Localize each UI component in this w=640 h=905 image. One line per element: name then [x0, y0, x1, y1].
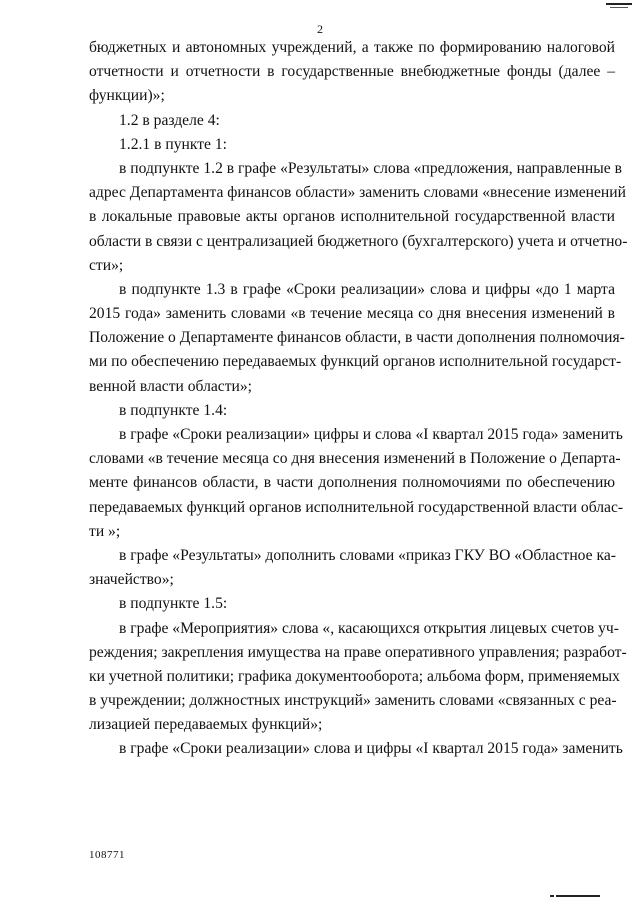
text-line: 2015 года» заменить словами «в течение месяца со дня внесения изменений в: [89, 305, 615, 323]
text-line: словами «в течение месяца со дня внесения изменений в Положение о Департа-: [89, 450, 621, 468]
text-line: ки учетной политики; графика документооборота; альбома форм, применяемых: [89, 667, 620, 685]
text-line: отчетности и отчетности в государственные внебюджетные фонды (далее –: [89, 63, 615, 81]
text-line: в подпункте 1.5:: [119, 595, 228, 613]
text-line: функции)»;: [89, 87, 165, 105]
text-line: реждения; закрепления имущества на праве оперативного управления; разработ-: [89, 643, 627, 661]
text-line: в графе «Сроки реализации» слова и цифры «I квартал 2015 года» заменить: [119, 740, 623, 758]
text-line: значейство»;: [89, 571, 174, 589]
text-line: в графе «Сроки реализации» цифры и слова «I квартал 2015 года» заменить: [119, 426, 623, 443]
text-line: области в связи с централизацией бюджетного (бухгалтерского) учета и отчетно-: [89, 232, 628, 250]
text-line: в учреждении; должностных инструкций» заменить словами «связанных с реа-: [89, 692, 617, 710]
text-line: 1.2 в разделе 4:: [119, 111, 220, 129]
scan-bottom-mark: [556, 895, 600, 897]
text-line: в графе «Результаты» дополнить словами «приказ ГКУ ВО «Областное ка-: [119, 546, 616, 564]
document-code: 108771: [89, 849, 125, 861]
text-line: ти »;: [89, 522, 121, 540]
text-line: менте финансов области, в части дополнения полномочиями по обеспечению: [89, 474, 615, 492]
page-number: 2: [317, 22, 323, 36]
text-line: сти»;: [89, 256, 124, 274]
text-line: в локальные правовые акты органов исполнительной государственной власти: [89, 208, 615, 226]
scan-corner-mark: [606, 3, 632, 5]
text-line: лизацией передаваемых функций»;: [89, 716, 323, 734]
text-line: бюджетных и автономных учреждений, а также по формированию налоговой: [89, 39, 615, 56]
text-line: в подпункте 1.3 в графе «Сроки реализации» слова и цифры «до 1 марта: [119, 280, 615, 298]
text-line: в подпункте 1.2 в графе «Результаты» слова «предложения, направленные в: [119, 159, 622, 177]
text-line: венной власти области»;: [89, 377, 253, 395]
text-line: в графе «Мероприятия» слова «, касающихся открытия лицевых счетов уч-: [119, 619, 619, 637]
text-line: ми по обеспечению передаваемых функций органов исполнительной государст-: [89, 353, 622, 371]
text-line: передаваемых функций органов исполнительной государственной власти облас-: [89, 498, 624, 516]
text-line: в подпункте 1.4:: [119, 401, 228, 419]
text-line: Положение о Департаменте финансов области, в части дополнения полномочия-: [89, 329, 625, 347]
document-body: [89, 36, 628, 762]
text-line: адрес Департамента финансов области» заменить словами «внесение изменений: [89, 184, 626, 202]
text-line: 1.2.1 в пункте 1:: [119, 135, 227, 153]
